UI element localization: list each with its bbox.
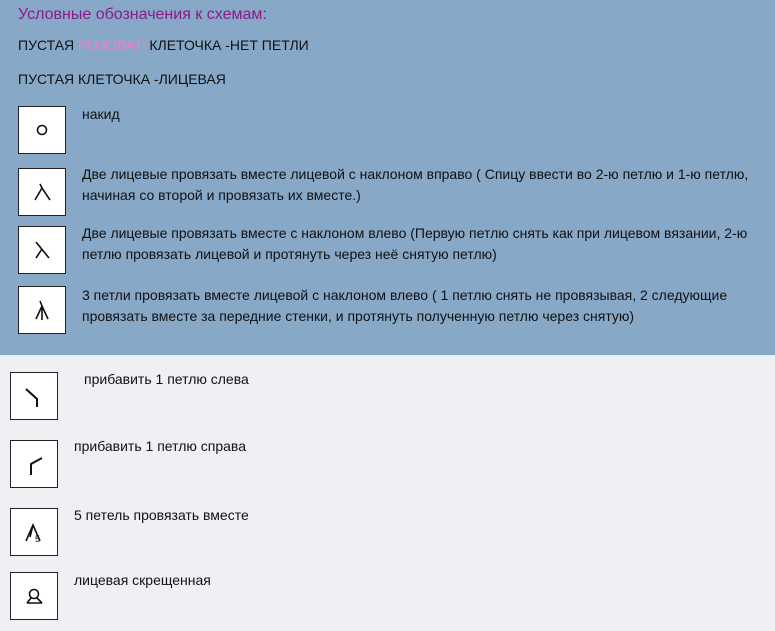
line1-suffix: КЛЕТОЧКА -НЕТ ПЕТЛИ (145, 37, 309, 53)
legend-desc-increase-right: прибавить 1 петлю справа (74, 438, 246, 454)
line1-pink-word: РОЗОВАЯ (78, 37, 146, 53)
legend-line-empty-pink (18, 37, 309, 53)
legend-desc-five-together: 5 петель провязать вместе (74, 507, 249, 523)
twisted-knit-icon (10, 572, 58, 620)
increase-left-icon (10, 372, 58, 420)
five-together-glyph: 5 (35, 534, 41, 544)
legend-desc-increase-left: прибавить 1 петлю слева (84, 371, 249, 387)
legend-desc-k3tog-left: 3 петли провязать вместе лицевой с наклоном влево ( 1 петлю снять не провязывая, 2 следующие провязать вместе за передние стенки, и протянуть полученную петлю через снятую) (82, 287, 728, 324)
legend-line-empty-knit: ПУСТАЯ КЛЕТОЧКА -ЛИЦЕВАЯ (18, 71, 226, 87)
k2tog-right-icon (18, 168, 66, 216)
increase-right-icon (10, 440, 58, 488)
legend-desc-k2tog-right: Две лицевые провязать вместе лицевой с наклоном вправо ( Спицу ввести во 2-ю петлю и 1-ю петлю, начиная со второй и провязать их вместе.) (82, 166, 749, 203)
legend-desc-k2tog-left: Две лицевые провязать вместе с наклоном влево (Первую петлю снять как при лицевом вязании, 2-ю петлю провязать лицевой и протянуть через неё снятую петлю) (82, 225, 748, 262)
page-title: Условные обозначения к схемам: (18, 6, 267, 23)
k3tog-left-icon (18, 286, 66, 334)
line1-prefix: ПУСТАЯ (18, 37, 79, 53)
legend-desc-twisted-knit: лицевая скрещенная (74, 572, 211, 588)
yarn-over-icon (18, 106, 66, 154)
legend-desc-yarn-over: накид (82, 106, 120, 122)
five-together-icon (10, 508, 58, 556)
k2tog-left-icon (18, 226, 66, 274)
